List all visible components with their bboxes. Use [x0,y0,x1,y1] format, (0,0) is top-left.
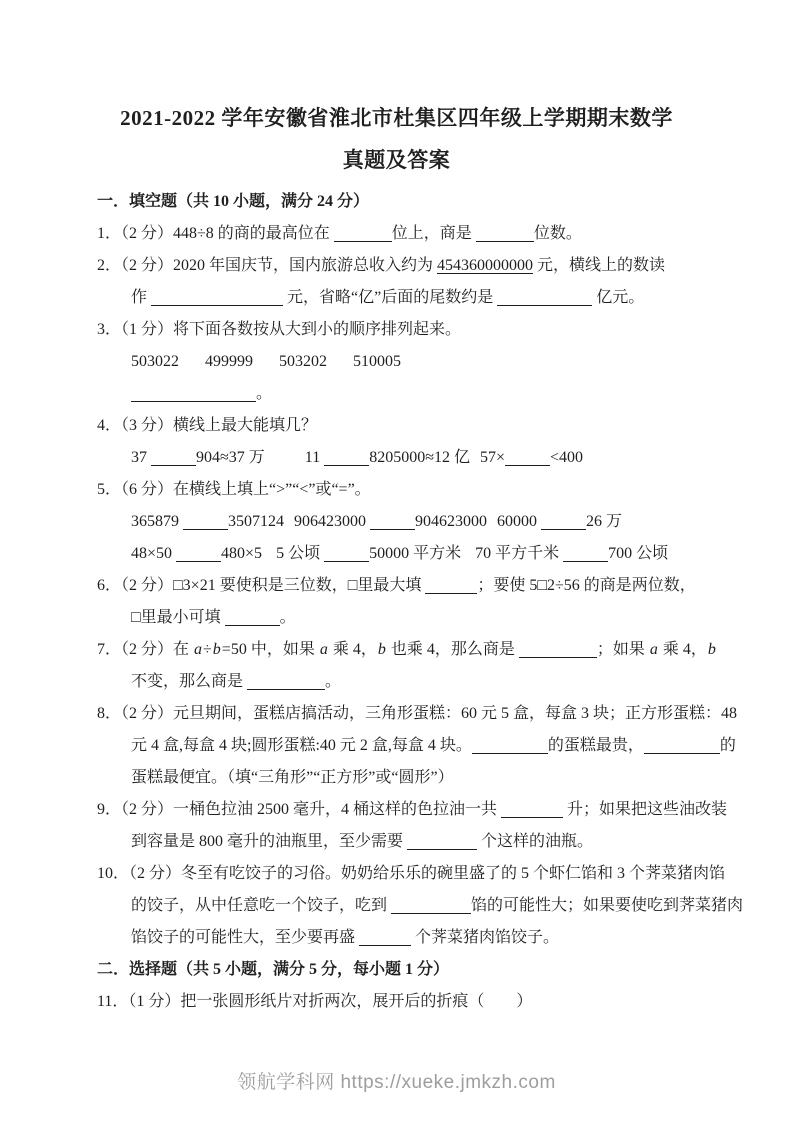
spacer [179,365,205,366]
text-run: 7．（2 分）在 [97,641,194,658]
text-run: 乘 4， [658,641,707,658]
text-run: 70 平方千米 [475,545,564,562]
text-run: ；如果 [596,641,649,658]
q7-line2 [97,666,773,698]
spacer [284,525,294,526]
text-run: 升；如果把这些油改装 [563,801,728,818]
text-run: 。 [325,673,342,690]
q3-line1 [97,314,773,346]
text-run: 454360000000 [437,257,534,274]
text-run: 。 [279,609,296,626]
text-run: 503022 [131,353,179,370]
q3-numbers [97,346,773,378]
q3-answer [97,378,773,410]
text-run: 700 公顷 [608,545,669,562]
text-run: 26 万 [586,513,623,530]
paper-title-line1: 2021-2022 学年安徽省淮北市杜集区四年级上学期期末数学 [120,106,673,130]
q2-line2 [97,282,773,314]
answer-blank [497,287,592,306]
answer-blank [472,735,548,754]
text-run: 也乘 4，那么商是 [386,641,519,658]
text-run: a [319,641,328,658]
text-run: 5．（6 分）在横线上填上“>”“<”或“=”。 [97,481,371,498]
text-run: 904623000 [415,513,487,530]
section-2-heading [97,954,773,986]
answer-blank [183,511,228,530]
text-run: a [649,641,658,658]
q5-line2 [97,506,773,538]
answer-blank [563,543,608,562]
q4-line2 [97,442,773,474]
text-run: 50000 平方米 [369,545,462,562]
text-run: 365879 [131,513,183,530]
text-run: 到容量是 800 毫升的油瓶里，至少需要 [131,833,408,850]
text-run: 57× [480,449,506,466]
text-run: 1．（2 分）448÷8 的商的最高位在 [97,225,334,242]
answer-blank [370,511,415,530]
text-run: 位数。 [533,225,582,242]
text-run: 8205000≈12 亿 [369,449,470,466]
q10-line2 [97,890,773,922]
text-run: 个荠菜猪肉馅饺子。 [411,929,560,946]
text-run: 48×50 [131,545,177,562]
answer-blank [425,575,477,594]
q5-line1 [97,474,773,506]
text-run: 5 公顷 [276,545,325,562]
text-run: 馅的可能性大；如果要使吃到荠菜猪肉 [471,897,744,914]
answer-blank [225,607,280,626]
text-run: 480×5 [221,545,263,562]
text-run: 不变，那么商是 [131,673,248,690]
text-run: b [377,641,386,658]
text-run: <400 [550,449,584,466]
text-run: 503202 [279,353,327,370]
q8-line2 [97,730,773,762]
spacer [461,557,475,558]
text-run: 个这样的油瓶。 [477,833,594,850]
text-run: □里最小可填 [131,609,225,626]
q11-line1 [97,986,773,1018]
answer-blank [151,287,283,306]
section-1-heading [97,186,773,218]
text-run: 乘 4， [328,641,377,658]
text-run: 亿元。 [592,289,645,306]
q8-line3 [97,762,773,794]
text-run: 作 [131,289,152,306]
paper-title [55,0,738,181]
text-run: b [707,641,716,658]
spacer [265,461,305,462]
answer-blank [505,447,550,466]
q7-line1 [97,634,773,666]
q10-line1 [97,858,773,890]
text-run: 60000 [497,513,541,530]
text-run: 馅饺子的可能性大，至少要再盛 [131,929,360,946]
q6-line2 [97,602,773,634]
text-run: 6．（2 分）□3×21 要使积是三位数，□里最大填 [97,577,426,594]
text-run: 的 [719,737,736,754]
spacer [253,365,279,366]
text-run: 的蛋糕最贵， [547,737,644,754]
text-run: 的饺子，从中任意吃一个饺子，吃到 [131,897,392,914]
answer-blank [131,383,256,402]
q9-line1 [97,794,773,826]
q10-line3 [97,922,773,954]
answer-blank [644,735,720,754]
text-run: 一．填空题（共 10 小题，满分 24 分） [97,193,370,210]
answer-blank [359,927,411,946]
text-run: 9．（2 分）一桶色拉油 2500 毫升，4 桶这样的色拉油一共 [97,801,502,818]
text-run: 元，横线上的数读 [533,257,666,274]
text-run: ；要使 5□2÷56 的商是两位数， [477,577,696,594]
answer-blank [151,447,196,466]
answer-blank [176,543,221,562]
spacer [262,557,276,558]
q1-line1 [97,218,773,250]
text-run: 904≈37 万 [196,449,265,466]
text-run: 蛋糕最便宜。（填“三角形”“正方形”或“圆形”） [131,769,454,786]
text-run: 2．（2 分）2020 年国庆节，国内旅游总收入约为 [97,257,438,274]
q5-line3 [97,538,773,570]
text-run: 3．（1 分）将下面各数按从大到小的顺序排列起来。 [97,321,462,338]
text-run: 11．（1 分）把一张圆形纸片对折两次，展开后的折痕（ ） [97,993,533,1010]
q4-line1 [97,410,773,442]
text-run: =50 中，如果 [221,641,319,658]
spacer [487,525,497,526]
text-run: 元，省略“亿”后面的尾数约是 [283,289,498,306]
spacer [327,365,353,366]
answer-blank [407,831,477,850]
answer-blank [541,511,586,530]
q8-line1 [97,698,773,730]
answer-blank [476,223,534,242]
text-run: 4．（3 分）横线上最大能填几？ [97,417,318,434]
q9-line2 [97,826,773,858]
text-run: 3507124 [228,513,284,530]
answer-blank [334,223,392,242]
answer-blank [324,447,369,466]
answer-blank [501,799,563,818]
paper-title-line2: 真题及答案 [342,148,451,172]
text-run: 元 4 盒,每盒 4 块;圆形蛋糕:40 元 2 盒,每盒 4 块。 [131,737,472,754]
answer-blank [391,895,471,914]
text-run: ÷ [203,641,212,658]
text-run: 906423000 [294,513,370,530]
text-run: 8．（2 分）元旦期间，蛋糕店搞活动，三角形蛋糕：60 元 5 盒，每盒 3 块；正方形蛋糕：48 [97,705,738,722]
q2-line1 [97,250,773,282]
text-run: 位上，商是 [391,225,476,242]
text-run: 499999 [205,353,253,370]
text-run: a [194,641,203,658]
questions-area [0,186,793,1018]
text-run: 。 [256,385,273,402]
answer-blank [324,543,369,562]
watermark-text: 领航学科网 https://xueke.jmkzh.com [237,1072,556,1093]
text-run: b [212,641,221,658]
text-run: 10．（2 分）冬至有吃饺子的习俗。奶奶给乐乐的碗里盛了的 5 个虾仁馅和 3 个荠菜猪肉馅 [97,865,726,882]
q6-line1 [97,570,773,602]
text-run: 二．选择题（共 5 小题，满分 5 分，每小题 1 分） [97,961,450,978]
answer-blank [519,639,597,658]
text-run: 11 [304,449,325,466]
spacer [470,461,480,462]
answer-blank [247,671,325,690]
text-run: 510005 [353,353,401,370]
text-run: 37 [131,449,151,466]
